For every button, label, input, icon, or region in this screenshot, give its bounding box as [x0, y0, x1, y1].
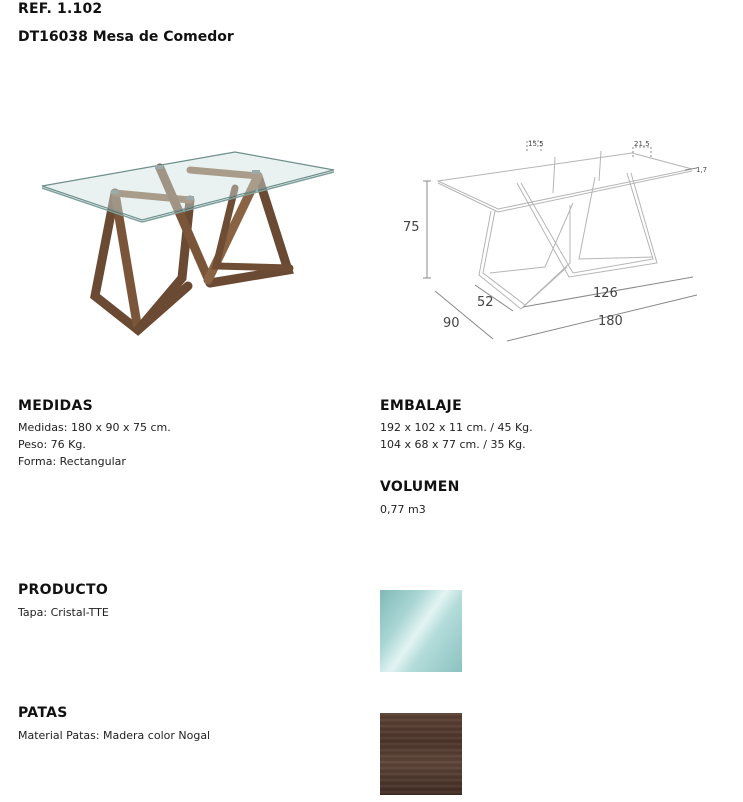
product-photo — [40, 148, 340, 343]
medidas-line: Peso: 76 Kg. — [18, 438, 86, 451]
dimension-drawing — [395, 133, 715, 348]
embalaje-heading: EMBALAJE — [380, 398, 462, 414]
dim-inner-depth-label: 52 — [477, 295, 494, 310]
producto-heading: PRODUCTO — [18, 582, 109, 598]
dim-leg-right-label: 21,5 — [634, 140, 650, 148]
medidas-heading: MEDIDAS — [18, 398, 93, 414]
producto-line: Tapa: Cristal-TTE — [18, 606, 109, 619]
dim-thickness-label: 1,7 — [696, 166, 708, 174]
glass-swatch — [380, 590, 462, 672]
medidas-line: Medidas: 180 x 90 x 75 cm. — [18, 421, 171, 434]
volumen-value: 0,77 m3 — [380, 503, 426, 516]
patas-line: Material Patas: Madera color Nogal — [18, 729, 211, 742]
embalaje-line: 104 x 68 x 77 cm. / 35 Kg. — [380, 438, 526, 451]
dim-depth-label: 90 — [443, 316, 460, 331]
volumen-heading: VOLUMEN — [380, 479, 460, 495]
dim-inner-length-label: 126 — [593, 286, 618, 301]
reference-number: REF. 1.102 — [18, 1, 103, 17]
medidas-line: Forma: Rectangular — [18, 455, 126, 468]
dim-leg-left-label: 15,5 — [528, 140, 544, 148]
product-title: DT16038 Mesa de Comedor — [18, 29, 234, 45]
walnut-swatch — [380, 713, 462, 795]
dim-length-label: 180 — [598, 314, 623, 329]
dim-height-label: 75 — [403, 220, 420, 235]
patas-heading: PATAS — [18, 705, 68, 721]
embalaje-line: 192 x 102 x 11 cm. / 45 Kg. — [380, 421, 533, 434]
